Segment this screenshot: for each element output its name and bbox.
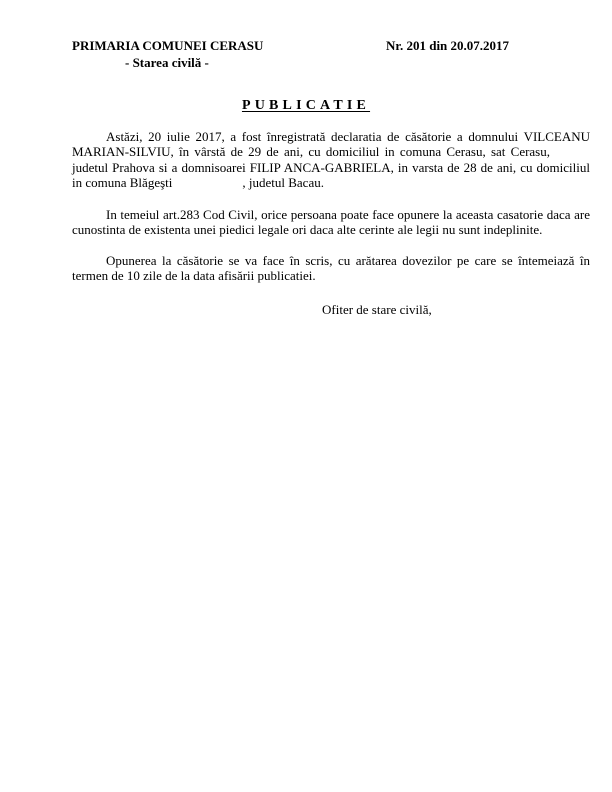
declaration-end: , judetul Bacau.: [242, 175, 324, 191]
declaration-intro: Astăzi, 20 iulie 2017, a fost înregistrată declaratia de căsătorie a domnului VILCEANU MARIAN-SILVIU, în vârstă de 29 de ani, cu domiciliul in comuna Cerasu, sat Cerasu,: [72, 129, 590, 160]
department-name: - Starea civilă -: [125, 55, 209, 70]
paragraph-declaration: [72, 129, 590, 191]
declaration-middle: judetul Prahova si a domnisoarei FILIP ANCA-GABRIELA, in varsta de 28 de ani, cu domiciliul in comuna Blăgeşti: [72, 159, 590, 191]
paragraph-opposition: Opunerea la căsătorie se va face în scris, cu arătarea dovezilor pe care se întemeiază în termen de 10 zile de la data afisării publicatiei.: [72, 253, 590, 284]
registration-number: Nr. 201 din 20.07.2017: [386, 38, 510, 53]
paragraph-legal-basis: In temeiul art.283 Cod Civil, orice persoana poate face opunere la aceasta casatorie daca are cunostinta de existenta unei piedici legale ori daca alte cerinte ale legii nu sunt indeplinite.: [72, 207, 590, 238]
signature-line: Ofiter de stare civilă,: [322, 302, 432, 317]
document-title: PUBLICATIE: [241, 98, 371, 113]
organization-name: PRIMARIA COMUNEI CERASU: [72, 38, 264, 53]
